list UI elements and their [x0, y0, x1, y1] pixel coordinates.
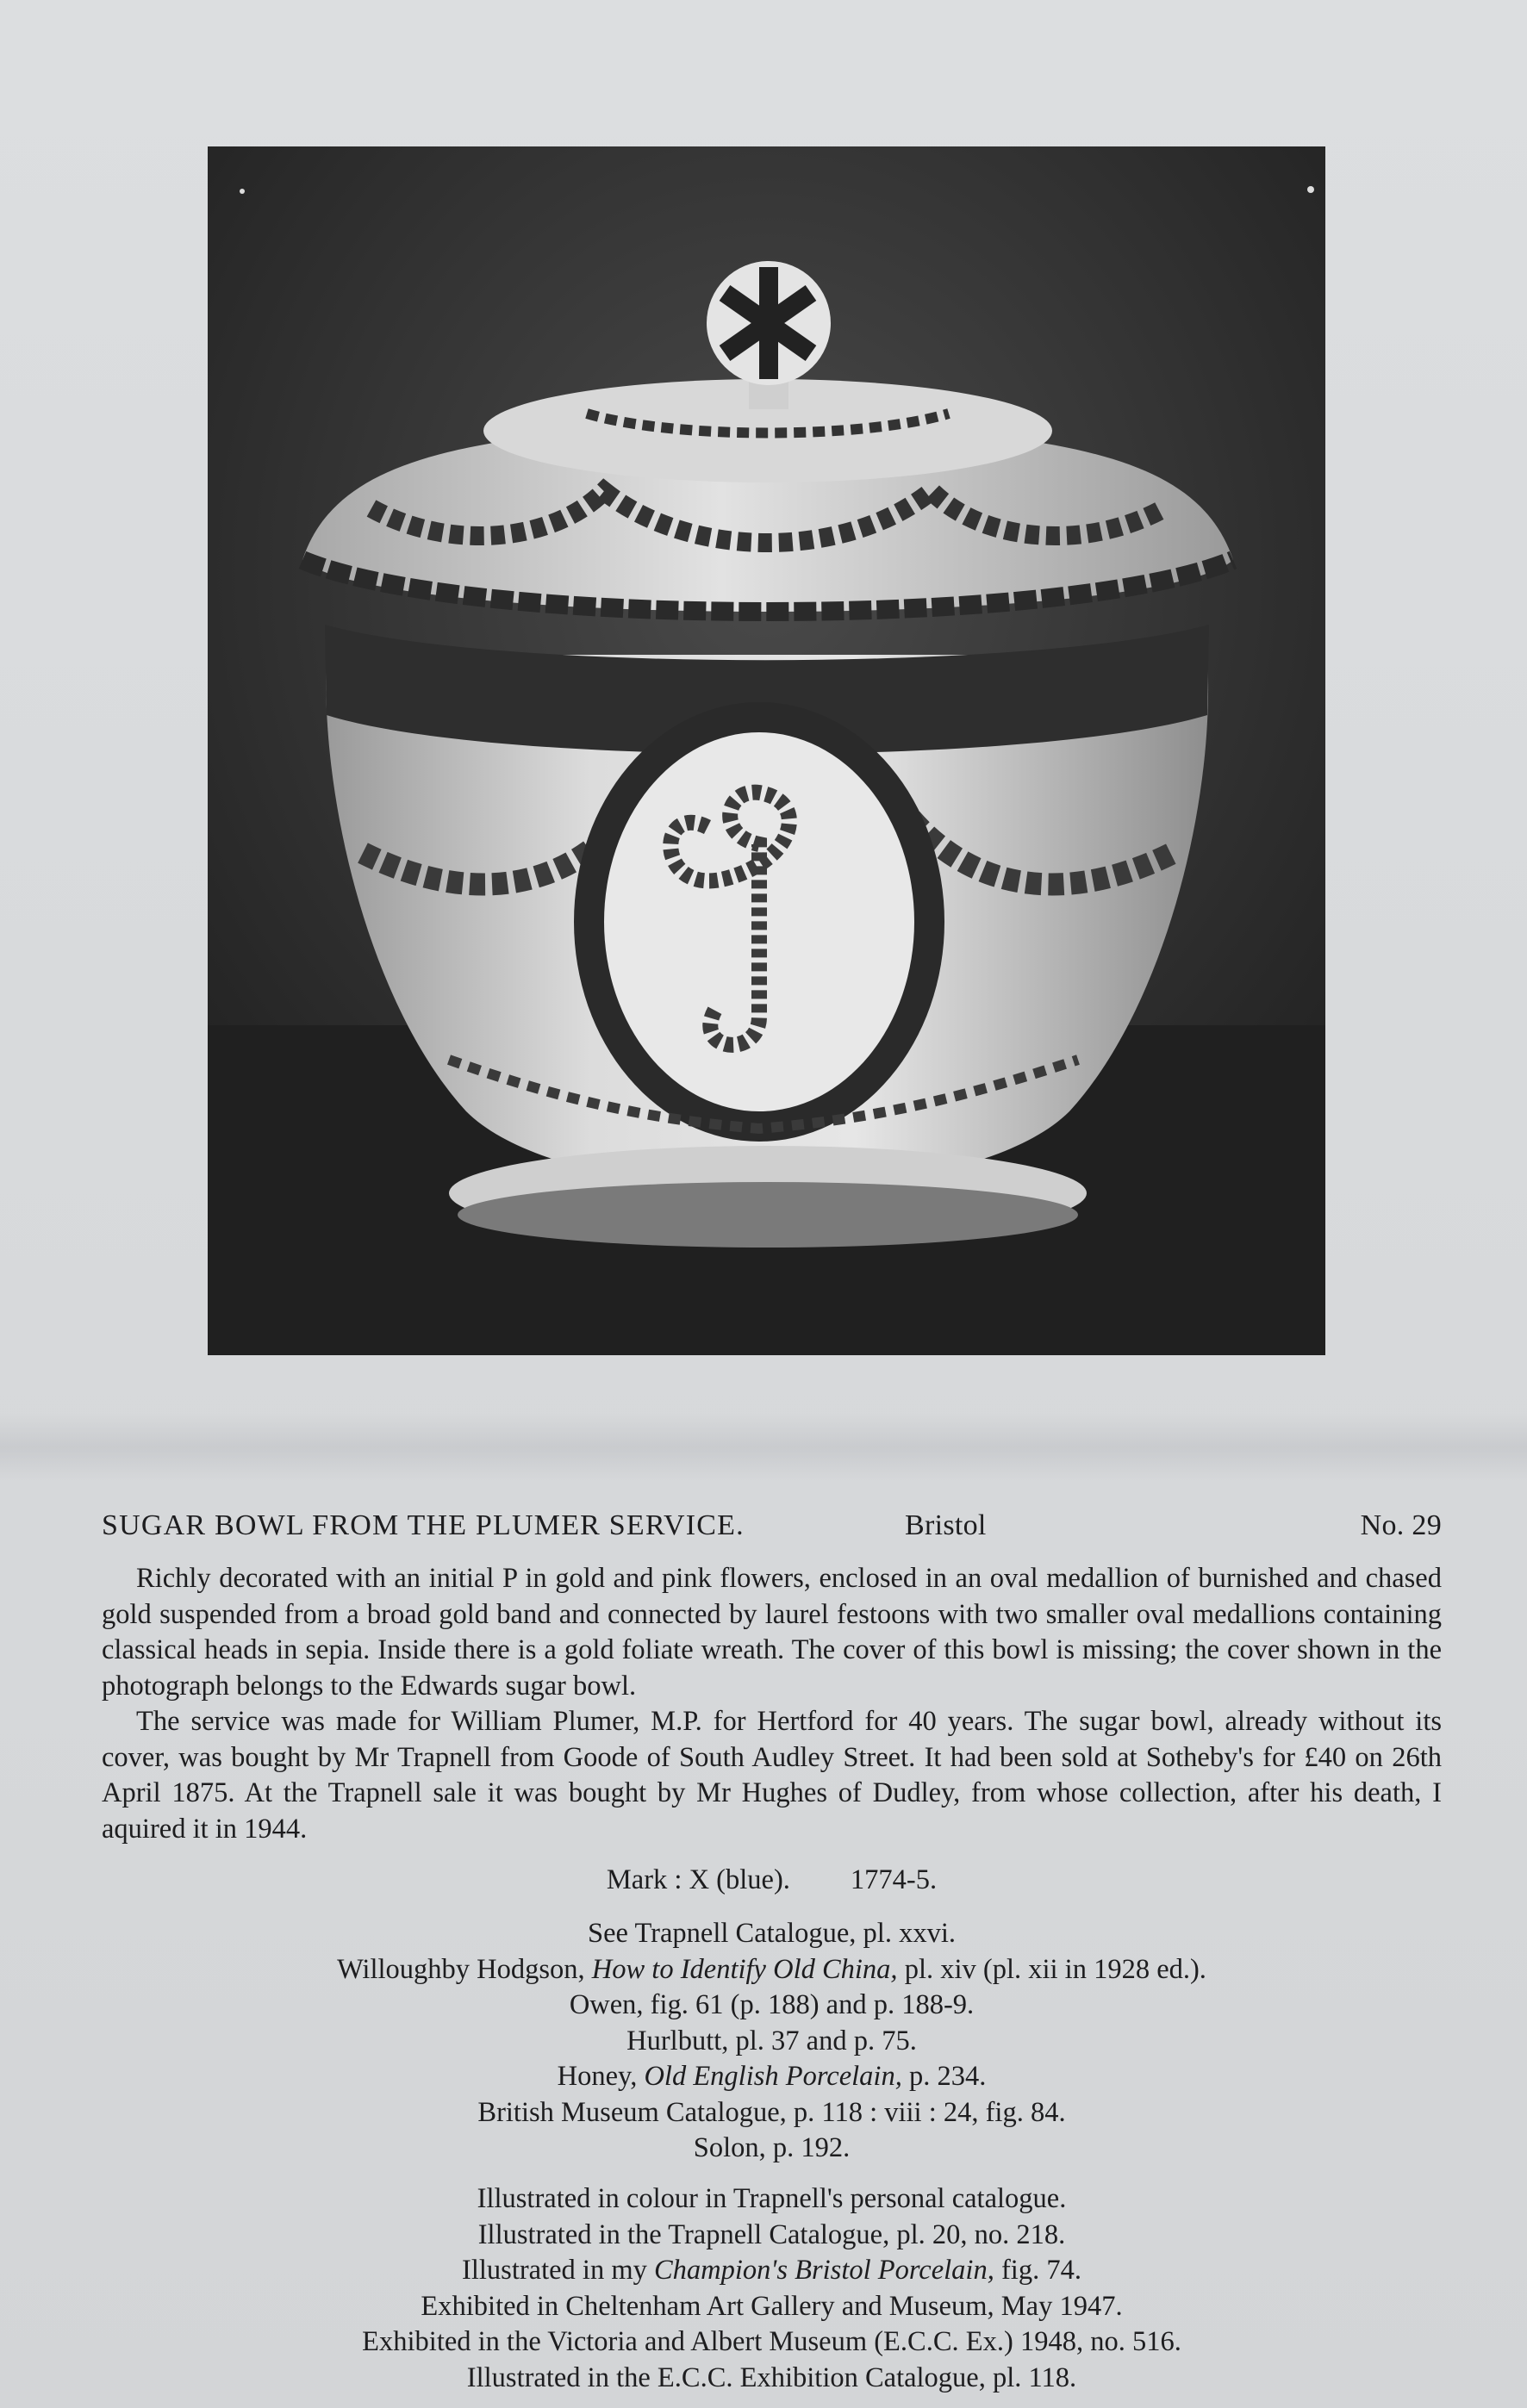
description	[102, 1561, 1442, 1847]
illustration-line: Illustrated in the E.C.C. Exhibition Catalogue, pl. 118.	[466, 2361, 1077, 2393]
illustration-line: Exhibited in the Victoria and Albert Museum (E.C.C. Ex.) 1948, no. 516.	[362, 2326, 1181, 2357]
mark-line	[102, 1863, 1442, 1899]
reference-line: Honey, Old English Porcelain, p. 234.	[557, 2061, 987, 2092]
mark-date: 1774-5.	[850, 1864, 938, 1895]
page-fold-shadow	[0, 1413, 1527, 1482]
caption-number: No. 29	[1360, 1509, 1442, 1541]
reference-line: See Trapnell Catalogue, pl. xxvi.	[588, 1918, 956, 1949]
reference-line: Solon, p. 192.	[693, 2132, 851, 2163]
reference-line: Willoughby Hodgson, How to Identify Old China, pl. xiv (pl. xii in 1928 ed.).	[337, 1953, 1206, 1985]
illustration-line: Illustrated in the Trapnell Catalogue, pl. 20, no. 218.	[477, 2218, 1066, 2250]
illustration-line: Illustrated in colour in Trapnell's personal catalogue.	[477, 2183, 1067, 2214]
references-list	[102, 1916, 1442, 2167]
description-paragraph-2: The service was made for William Plumer, M.P. for Hertford for 40 years. The sugar bowl, already without its cover, was bought by Mr Trapnell from Goode of South Audley Street. It had been sold at Sotheby's for £40 on 26th April 1875. At the Trapnell sale it was bought by Mr Hughes of Dudley, from whose collection, after his death, I aquired it in 1944.	[102, 1706, 1442, 1845]
caption-row	[102, 1509, 1442, 1549]
sugar-bowl-photograph	[208, 146, 1325, 1355]
reference-line: British Museum Catalogue, p. 118 : viii : 24, fig. 84.	[477, 2096, 1066, 2128]
reference-line: Owen, fig. 61 (p. 188) and p. 188-9.	[569, 1989, 975, 2020]
illustrations-list	[102, 2181, 1442, 2396]
illustration-line: Illustrated in my Champion's Bristol Porcelain, fig. 74.	[462, 2255, 1081, 2286]
caption-title: SUGAR BOWL FROM THE PLUMER SERVICE.	[102, 1509, 745, 1541]
mark-label: Mark : X (blue).	[606, 1864, 790, 1895]
description-paragraph-1: Richly decorated with an initial P in gold and pink flowers, enclosed in an oval medallion of burnished and chased gold suspended from a broad gold band and connected by laurel festoons with two smaller oval medallions containing classical heads in sepia. Inside there is a gold foliate wreath. The cover of this bowl is missing; the cover shown in the photograph belongs to the Edwards sugar bowl.	[102, 1563, 1442, 1702]
reference-line: Hurlbutt, pl. 37 and p. 75.	[626, 2025, 917, 2056]
caption-place: Bristol	[905, 1509, 987, 1541]
illustration-line: Exhibited in Cheltenham Art Gallery and Museum, May 1947.	[421, 2290, 1123, 2322]
